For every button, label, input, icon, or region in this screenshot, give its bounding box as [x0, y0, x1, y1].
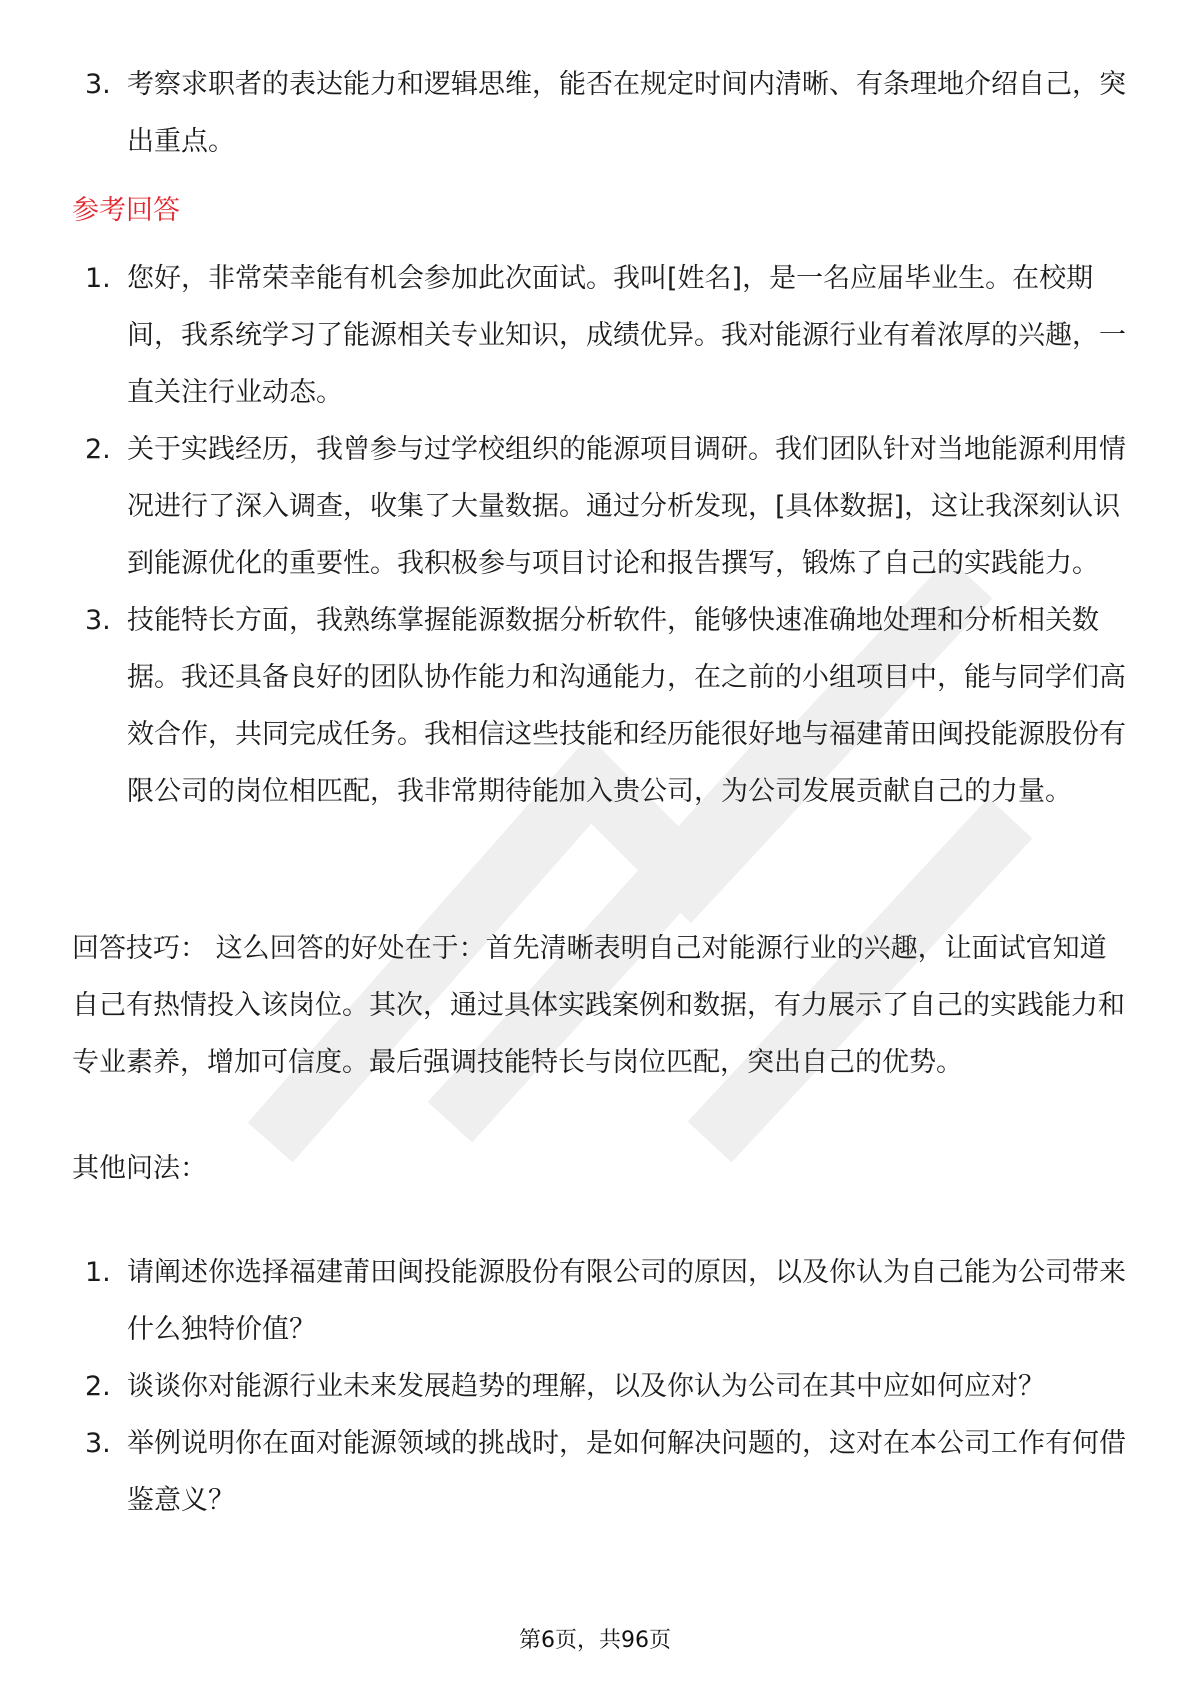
list-number: 3. [85, 605, 111, 636]
list-number: 3. [85, 1428, 111, 1459]
list-text: 您好，非常荣幸能有机会参加此次面试。我叫[姓名]，是一名应届毕业生。在校期间，我系统学习了能源相关专业知识，成绩优异。我对能源行业有着浓厚的兴趣，一直关注行业动态。 [127, 263, 1126, 408]
question-purpose-list [72, 56, 1132, 170]
list-item [72, 1244, 1132, 1358]
answer-list [72, 250, 1132, 820]
list-item [72, 421, 1132, 592]
list-item [72, 1415, 1132, 1529]
list-number: 1. [85, 263, 111, 294]
list-item [72, 592, 1132, 820]
other-questions-list [72, 1244, 1132, 1529]
list-number: 1. [85, 1257, 111, 1288]
list-text: 技能特长方面，我熟练掌握能源数据分析软件，能够快速准确地处理和分析相关数据。我还具备良好的团队协作能力和沟通能力，在之前的小组项目中，能与同学们高效合作，共同完成任务。我相信这些技能和经历能很好地与福建莆田闽投能源股份有限公司的岗位相匹配，我非常期待能加入贵公司，为公司发展贡献自己的力量。 [127, 605, 1126, 807]
list-text: 请阐述你选择福建莆田闽投能源股份有限公司的原因，以及你认为自己能为公司带来什么独特价值？ [127, 1257, 1126, 1345]
page-number: 第6页，共96页 [519, 1628, 671, 1653]
answer-tips: 回答技巧： 这么回答的好处在于：首先清晰表明自己对能源行业的兴趣，让面试官知道自己有热情投入该岗位。其次，通过具体实践案例和数据，有力展示了自己的实践能力和专业素养，增加可信度。最后强调技能特长与岗位匹配，突出自己的优势。 [72, 933, 1125, 1078]
list-item [72, 1358, 1132, 1415]
list-item [72, 250, 1132, 421]
list-text: 谈谈你对能源行业未来发展趋势的理解，以及你认为公司在其中应如何应对？ [127, 1371, 1045, 1402]
other-questions-heading: 其他问法： [72, 1153, 207, 1184]
list-text: 关于实践经历，我曾参与过学校组织的能源项目调研。我们团队针对当地能源利用情况进行了深入调查，收集了大量数据。通过分析发现，[具体数据]，这让我深刻认识到能源优化的重要性。我积极参与项目讨论和报告撰写，锻炼了自己的实践能力。 [127, 434, 1126, 579]
list-number: 2. [85, 434, 111, 465]
list-number: 3. [85, 69, 111, 100]
list-number: 2. [85, 1371, 111, 1402]
list-text: 举例说明你在面对能源领域的挑战时，是如何解决问题的，这对在本公司工作有何借鉴意义？ [127, 1428, 1126, 1516]
list-text: 考察求职者的表达能力和逻辑思维，能否在规定时间内清晰、有条理地介绍自己，突出重点。 [127, 69, 1126, 157]
list-item [72, 56, 1132, 170]
answer-heading: 参考回答 [72, 195, 180, 226]
